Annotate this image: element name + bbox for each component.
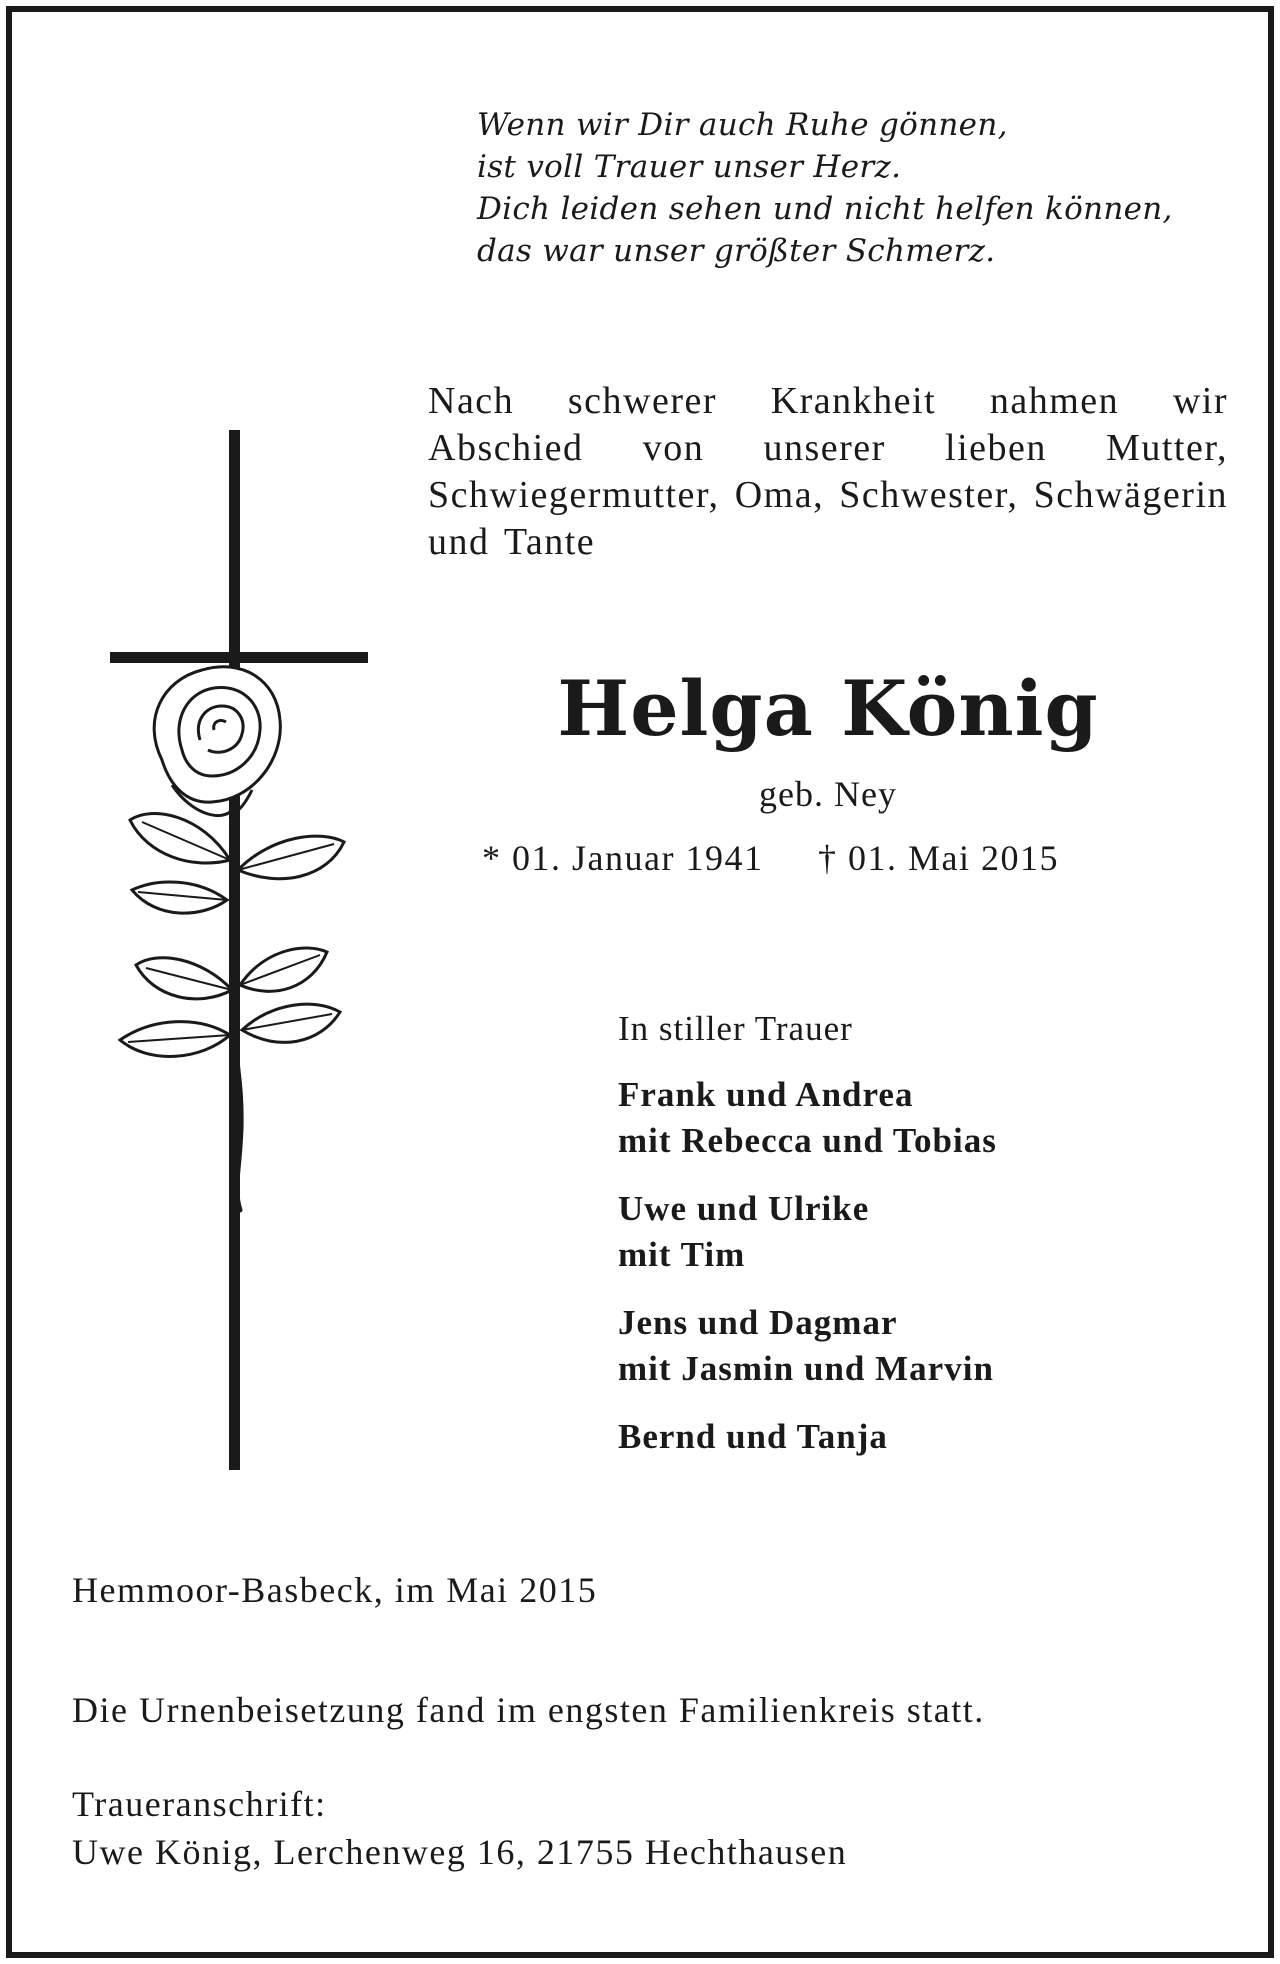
place-and-date: Hemmoor-Basbeck, im Mai 2015 <box>72 1570 598 1610</box>
obituary-notice <box>6 6 1274 1958</box>
burial-note: Die Urnenbeisetzung fand im engsten Familienkreis statt. <box>72 1690 985 1730</box>
rose-bloom <box>154 667 280 816</box>
mourner-group <box>618 1300 1258 1392</box>
intro-text: Nach schwerer Krankheit nahmen wir Abschied von unserer lieben Mutter, Schwiegermutter, Oma, Schwester, Schwägerin und Tante <box>428 380 1228 563</box>
mourner-line: Uwe und Ulrike <box>618 1189 870 1228</box>
mourner-line: Frank und Andrea <box>618 1075 914 1114</box>
cross-with-rose-icon <box>102 430 382 1470</box>
mourning-address <box>72 1780 1252 1876</box>
deceased-name: Helga König <box>557 664 1099 753</box>
mourner-line: Bernd und Tanja <box>618 1417 888 1456</box>
mourners-heading: In stiller Trauer <box>618 1009 853 1048</box>
mourner-group <box>618 1414 1258 1460</box>
poem-line: ist voll Trauer unser Herz. <box>477 149 902 185</box>
mourner-line: Jens und Dagmar <box>618 1303 898 1342</box>
cross-horizontal-beam <box>110 652 368 663</box>
death-date: † 01. Mai 2015 <box>817 838 1059 878</box>
poem <box>477 104 1257 272</box>
address-label: Traueranschrift: <box>72 1784 327 1824</box>
mourner-line: mit Tim <box>618 1235 746 1274</box>
poem-line: Wenn wir Dir auch Ruhe gönnen, <box>477 107 1008 143</box>
mourner-group <box>618 1186 1258 1278</box>
poem-line: Dich leiden sehen und nicht helfen können, <box>477 191 1173 227</box>
birth-name: geb. Ney <box>759 774 897 814</box>
poem-line: das war unser größter Schmerz. <box>477 233 996 269</box>
address-line: Uwe König, Lerchenweg 16, 21755 Hechthausen <box>72 1832 848 1872</box>
birth-date: * 01. Januar 1941 <box>482 838 764 878</box>
mourner-line: mit Jasmin und Marvin <box>618 1349 994 1388</box>
mourner-group <box>618 1072 1258 1164</box>
mourner-line: mit Rebecca und Tobias <box>618 1121 997 1160</box>
mourners <box>618 1006 1258 1482</box>
life-dates <box>482 836 1242 880</box>
